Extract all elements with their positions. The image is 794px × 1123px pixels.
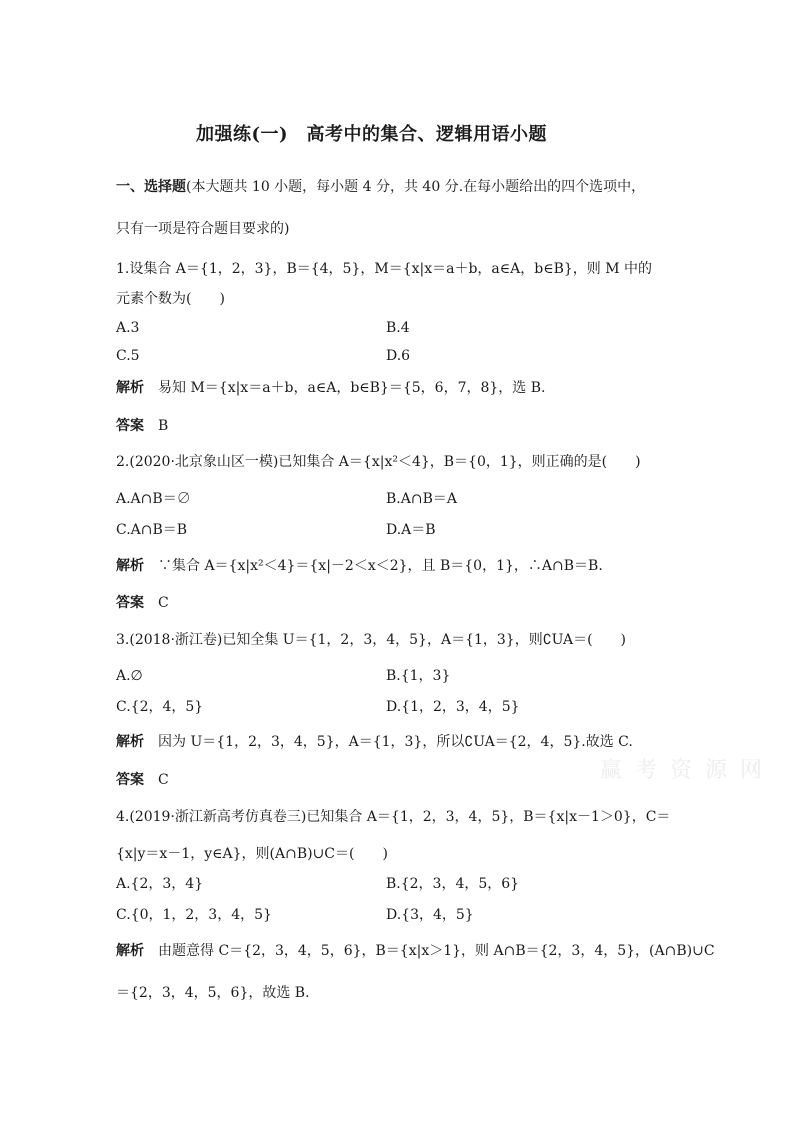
question-2-analysis bbox=[116, 557, 603, 575]
answer-label: 答案 bbox=[116, 418, 144, 434]
question-2-option-b: B.A∩B＝A bbox=[386, 491, 457, 507]
question-1-option-a: A.3 bbox=[116, 320, 140, 336]
section-label: 一、选择题 bbox=[116, 179, 186, 195]
section-instructions: (本大题共 10 小题，每小题 4 分，共 40 分.在每小题给出的四个选项中， bbox=[186, 179, 646, 195]
question-4-stem-cont: {x|y＝x－1，y∈A}，则(A∩B)∪C＝( ) bbox=[116, 846, 388, 862]
analysis-label: 解析 bbox=[116, 734, 144, 750]
question-1-answer bbox=[116, 417, 168, 435]
question-3-stem: 3.(2018·浙江卷)已知全集 U＝{1，2，3，4，5}，A＝{1，3}，则∁UA＝( ) bbox=[116, 632, 627, 648]
question-1-stem: 1.设集合 A＝{1，2，3}，B＝{4，5}，M＝{x|x＝a＋b，a∈A，b∈B}，则 M 中的 bbox=[116, 261, 653, 277]
analysis-label: 解析 bbox=[116, 558, 144, 574]
question-1-option-b: B.4 bbox=[386, 320, 410, 336]
question-4-stem: 4.(2019·浙江新高考仿真卷三)已知集合 A＝{1，2，3，4，5}，B＝{x|x－1＞0}，C＝ bbox=[116, 809, 671, 825]
question-4-option-b: B.{2，3，4，5，6} bbox=[386, 876, 520, 892]
question-4-option-d: D.{3，4，5} bbox=[386, 907, 474, 923]
question-2-option-d: D.A＝B bbox=[386, 522, 436, 538]
analysis-text: 易知 M＝{x|x＝a＋b，a∈A，b∈B}＝{5，6，7，8}，选 B. bbox=[158, 380, 546, 396]
section-instructions-cont: 只有一项是符合题目要求的) bbox=[116, 221, 290, 237]
question-3-option-c: C.{2，4，5} bbox=[116, 699, 204, 715]
question-1-option-c: C.5 bbox=[116, 348, 140, 364]
question-3-option-b: B.{1，3} bbox=[386, 668, 451, 684]
question-3-analysis bbox=[116, 733, 633, 751]
answer-label: 答案 bbox=[116, 595, 144, 611]
question-2-option-a: A.A∩B＝∅ bbox=[116, 491, 191, 507]
answer-value: B bbox=[158, 418, 169, 434]
question-4-option-a: A.{2，3，4} bbox=[116, 876, 204, 892]
page-title: 加强练(一) 高考中的集合、逻辑用语小题 bbox=[196, 124, 548, 145]
section-heading bbox=[116, 178, 645, 196]
question-4-analysis bbox=[116, 942, 715, 960]
question-1-stem-cont: 元素个数为( ) bbox=[116, 291, 225, 307]
answer-value: C bbox=[158, 595, 169, 611]
question-2-stem: 2.(2020·北京象山区一模)已知集合 A＝{x|x²＜4}，B＝{0，1}，则正确的是( ) bbox=[116, 454, 641, 470]
watermark: 赢 考 资 源 网 bbox=[600, 758, 765, 783]
analysis-text: ∵集合 A＝{x|x²＜4}＝{x|－2＜x＜2}，且 B＝{0，1}，∴A∩B＝B. bbox=[158, 558, 603, 574]
question-2-option-c: C.A∩B＝B bbox=[116, 522, 188, 538]
question-3-answer bbox=[116, 771, 169, 789]
analysis-label: 解析 bbox=[116, 943, 144, 959]
question-2-answer bbox=[116, 594, 169, 612]
question-3-option-d: D.{1，2，3，4，5} bbox=[386, 699, 520, 715]
answer-value: C bbox=[158, 772, 169, 788]
question-1-option-d: D.6 bbox=[386, 348, 411, 364]
question-3-option-a: A.∅ bbox=[116, 668, 143, 684]
question-4-option-c: C.{0，1，2，3，4，5} bbox=[116, 907, 272, 923]
analysis-text: 由题意得 C＝{2，3，4，5，6}，B＝{x|x＞1}，则 A∩B＝{2，3，4，5}，(A∩B)∪C bbox=[158, 943, 715, 959]
question-1-analysis bbox=[116, 379, 545, 397]
answer-label: 答案 bbox=[116, 772, 144, 788]
question-4-analysis-cont: ＝{2，3，4，5，6}，故选 B. bbox=[116, 985, 310, 1001]
analysis-text: 因为 U＝{1，2，3，4，5}，A＝{1，3}，所以∁UA＝{2，4，5}.故选 C. bbox=[158, 734, 633, 750]
analysis-label: 解析 bbox=[116, 380, 144, 396]
